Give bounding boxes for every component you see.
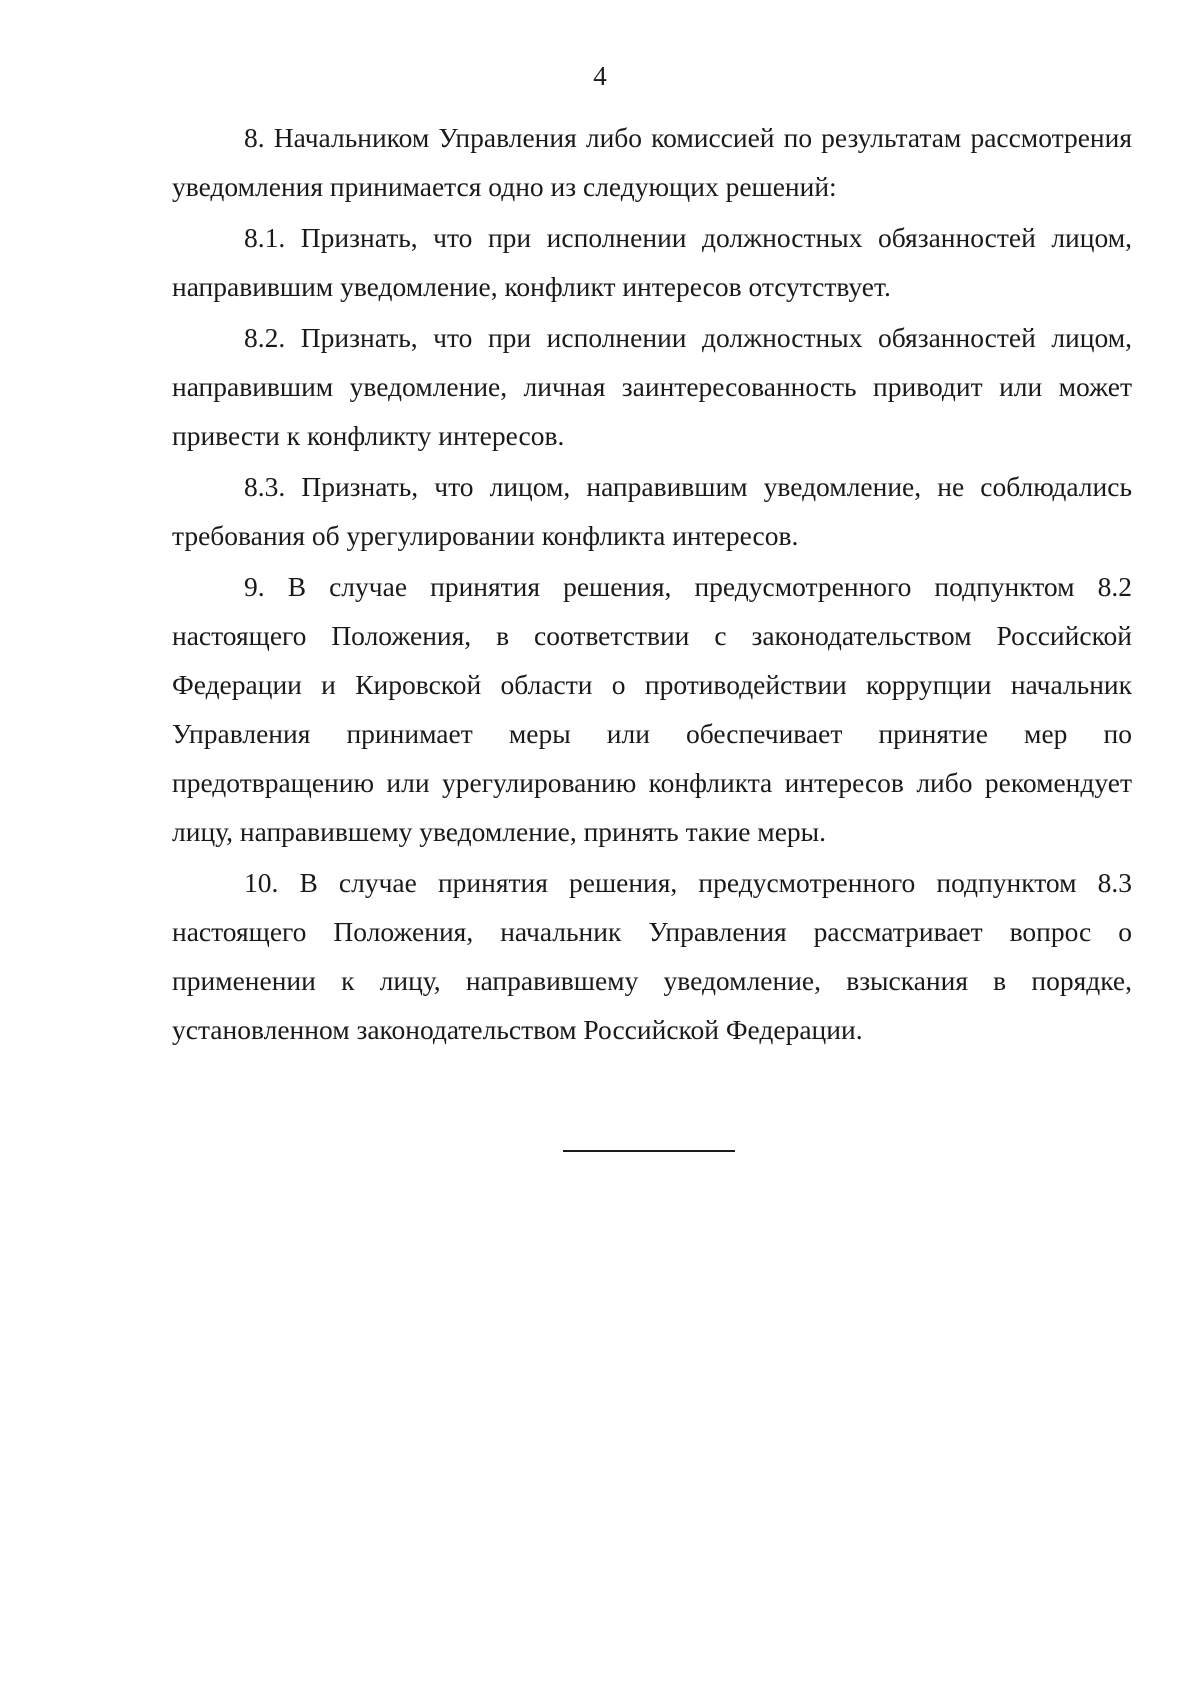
paragraph-8-3: 8.3. Признать, что лицом, направившим уведомление, не соблюдались требования об урегулировании конфликта интересов.: [172, 471, 1132, 551]
paragraph-8-2: 8.2. Признать, что при исполнении должностных обязанностей лицом, направившим уведомление, личная заинтересованность приводит или может привести к конфликту интересов.: [172, 322, 1132, 451]
page-number: 4: [593, 61, 607, 91]
paragraph-9: 9. В случае принятия решения, предусмотренного подпунктом 8.2 настоящего Положения, в соответствии с законодательством Российской Федерации и Кировской области о противодействии коррупции начальник Управления принимает меры или обеспечивает принятие мер по предотвращению или урегулированию конфликта интересов либо рекомендует лицу, направившему уведомление, принять такие меры.: [172, 571, 1132, 847]
paragraph-10: 10. В случае принятия решения, предусмотренного подпунктом 8.3 настоящего Положения, начальник Управления рассматривает вопрос о применении к лицу, направившему уведомление, взыскания в порядке, установленном законодательством Российской Федерации.: [172, 867, 1132, 1045]
paragraph-8: 8. Начальником Управления либо комиссией по результатам рассмотрения уведомления принимается одно из следующих решений:: [172, 122, 1132, 202]
paragraph-8-1: 8.1. Признать, что при исполнении должностных обязанностей лицом, направившим уведомление, конфликт интересов отсутствует.: [172, 222, 1132, 302]
end-of-text-rule: [563, 1150, 735, 1152]
document-body: [172, 113, 1132, 1056]
